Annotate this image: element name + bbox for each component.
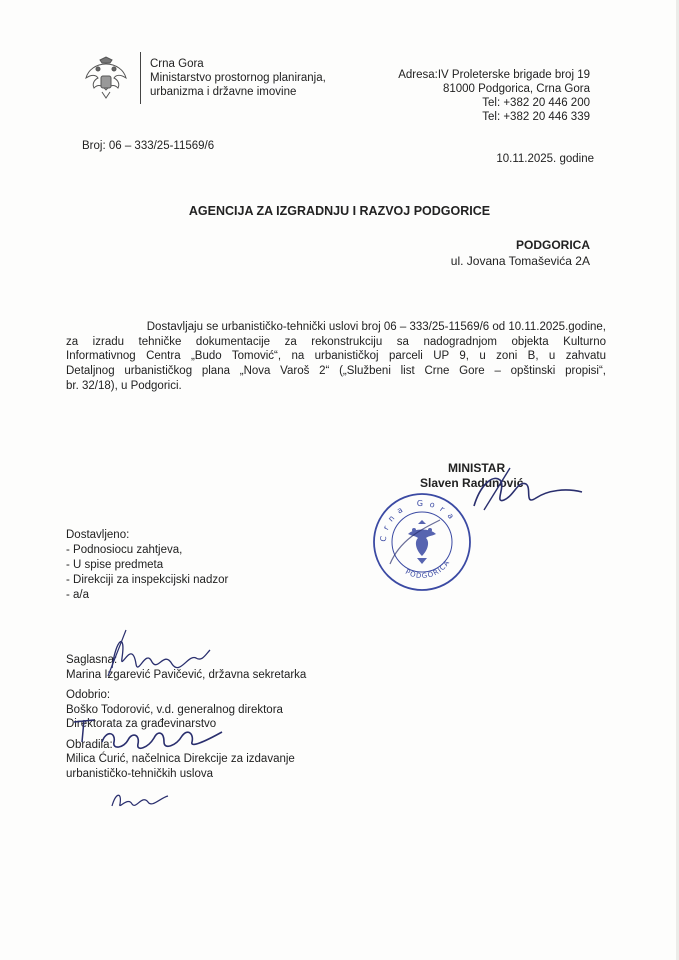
body-line: Detaljnog urbanističkog plana „Nova Varoš 2“ („Službeni list Crne Gore – opštinski propisi“, bbox=[66, 365, 606, 378]
body-line: br. 32/18), u Podgorici. bbox=[66, 379, 182, 392]
reference-number: Broj: 06 – 333/25-11569/6 bbox=[82, 140, 215, 152]
signatory-title: MINISTAR bbox=[448, 461, 506, 475]
director-signature bbox=[72, 712, 232, 758]
approved-label: Odobrio: bbox=[66, 689, 111, 701]
address-block bbox=[398, 68, 590, 124]
ministry-name-line1: Ministarstvo prostornog planiranja, bbox=[150, 72, 326, 84]
address-line1: Adresa:IV Proleterske brigade broj 19 bbox=[398, 69, 590, 81]
recipient-city: PODGORICA bbox=[515, 238, 590, 252]
processor-signature bbox=[108, 786, 172, 812]
svg-text:PODGORICA bbox=[404, 558, 452, 580]
agreed-person: Marina Izgarević Pavičević, državna sekretarka bbox=[66, 668, 307, 681]
phone-2: Tel: +382 20 446 339 bbox=[482, 111, 590, 123]
ministry-name-line2: urbanizma i državne imovine bbox=[150, 86, 297, 98]
letter-body bbox=[66, 320, 606, 394]
approved-person: Boško Todorović, v.d. generalnog direktora bbox=[66, 703, 283, 716]
body-line: Informativnog Centra „Budo Tomović“, na urbanističkoj parceli UP 9, u zoni B, u zahvatu bbox=[66, 350, 606, 363]
document-date: 10.11.2025. godine bbox=[496, 153, 594, 165]
address-line2: 81000 Podgorica, Crna Gora bbox=[442, 83, 590, 95]
body-line: Dostavljaju se urbanističko-tehnički uslovi broj 06 – 333/25-11569/6 od 10.11.2025.godine, bbox=[146, 321, 606, 333]
header-divider bbox=[140, 52, 141, 104]
distribution-item: - Direkciji za inspekcijski nadzor bbox=[66, 574, 229, 586]
signatory-name: Slaven Radunović bbox=[420, 476, 524, 490]
stamp-bottom-text: PODGORICA bbox=[403, 558, 452, 581]
distribution-item: - U spise predmeta bbox=[66, 559, 164, 571]
country-name: Crna Gora bbox=[150, 58, 204, 70]
approved-unit: Direktorata za građevinarstvo bbox=[66, 718, 217, 730]
minister-signature bbox=[470, 466, 585, 518]
official-stamp bbox=[370, 490, 474, 594]
recipient-street: ul. Jovana Tomaševića 2A bbox=[450, 254, 590, 268]
ministry-header bbox=[150, 57, 326, 99]
agreed-label: Saglasna: bbox=[66, 654, 118, 666]
processed-label: Obradila: bbox=[66, 738, 113, 751]
distribution-item: - Podnosiocu zahtjeva, bbox=[66, 544, 183, 556]
body-line: za izradu tehničke dokumentacije za rekonstrukciju sa nadogradnjom objekta Kulturno bbox=[66, 335, 606, 348]
addressee-title: AGENCIJA ZA IZGRADNJU I RAZVOJ PODGORICE bbox=[188, 204, 491, 218]
coat-of-arms-icon bbox=[82, 54, 130, 102]
distribution-list bbox=[66, 528, 228, 603]
state-secretary-signature bbox=[102, 628, 214, 688]
stamp-top-text: Crna Gora bbox=[378, 498, 460, 543]
distribution-item: - a/a bbox=[66, 589, 90, 601]
phone-1: Tel: +382 20 446 200 bbox=[482, 97, 590, 109]
recipient-block bbox=[451, 237, 590, 269]
processed-unit: urbanističko-tehničkih uslova bbox=[66, 767, 214, 780]
processed-person: Milica Ćurić, načelnica Direkcije za izdavanje bbox=[66, 753, 295, 765]
distribution-heading: Dostavljeno: bbox=[66, 529, 130, 541]
